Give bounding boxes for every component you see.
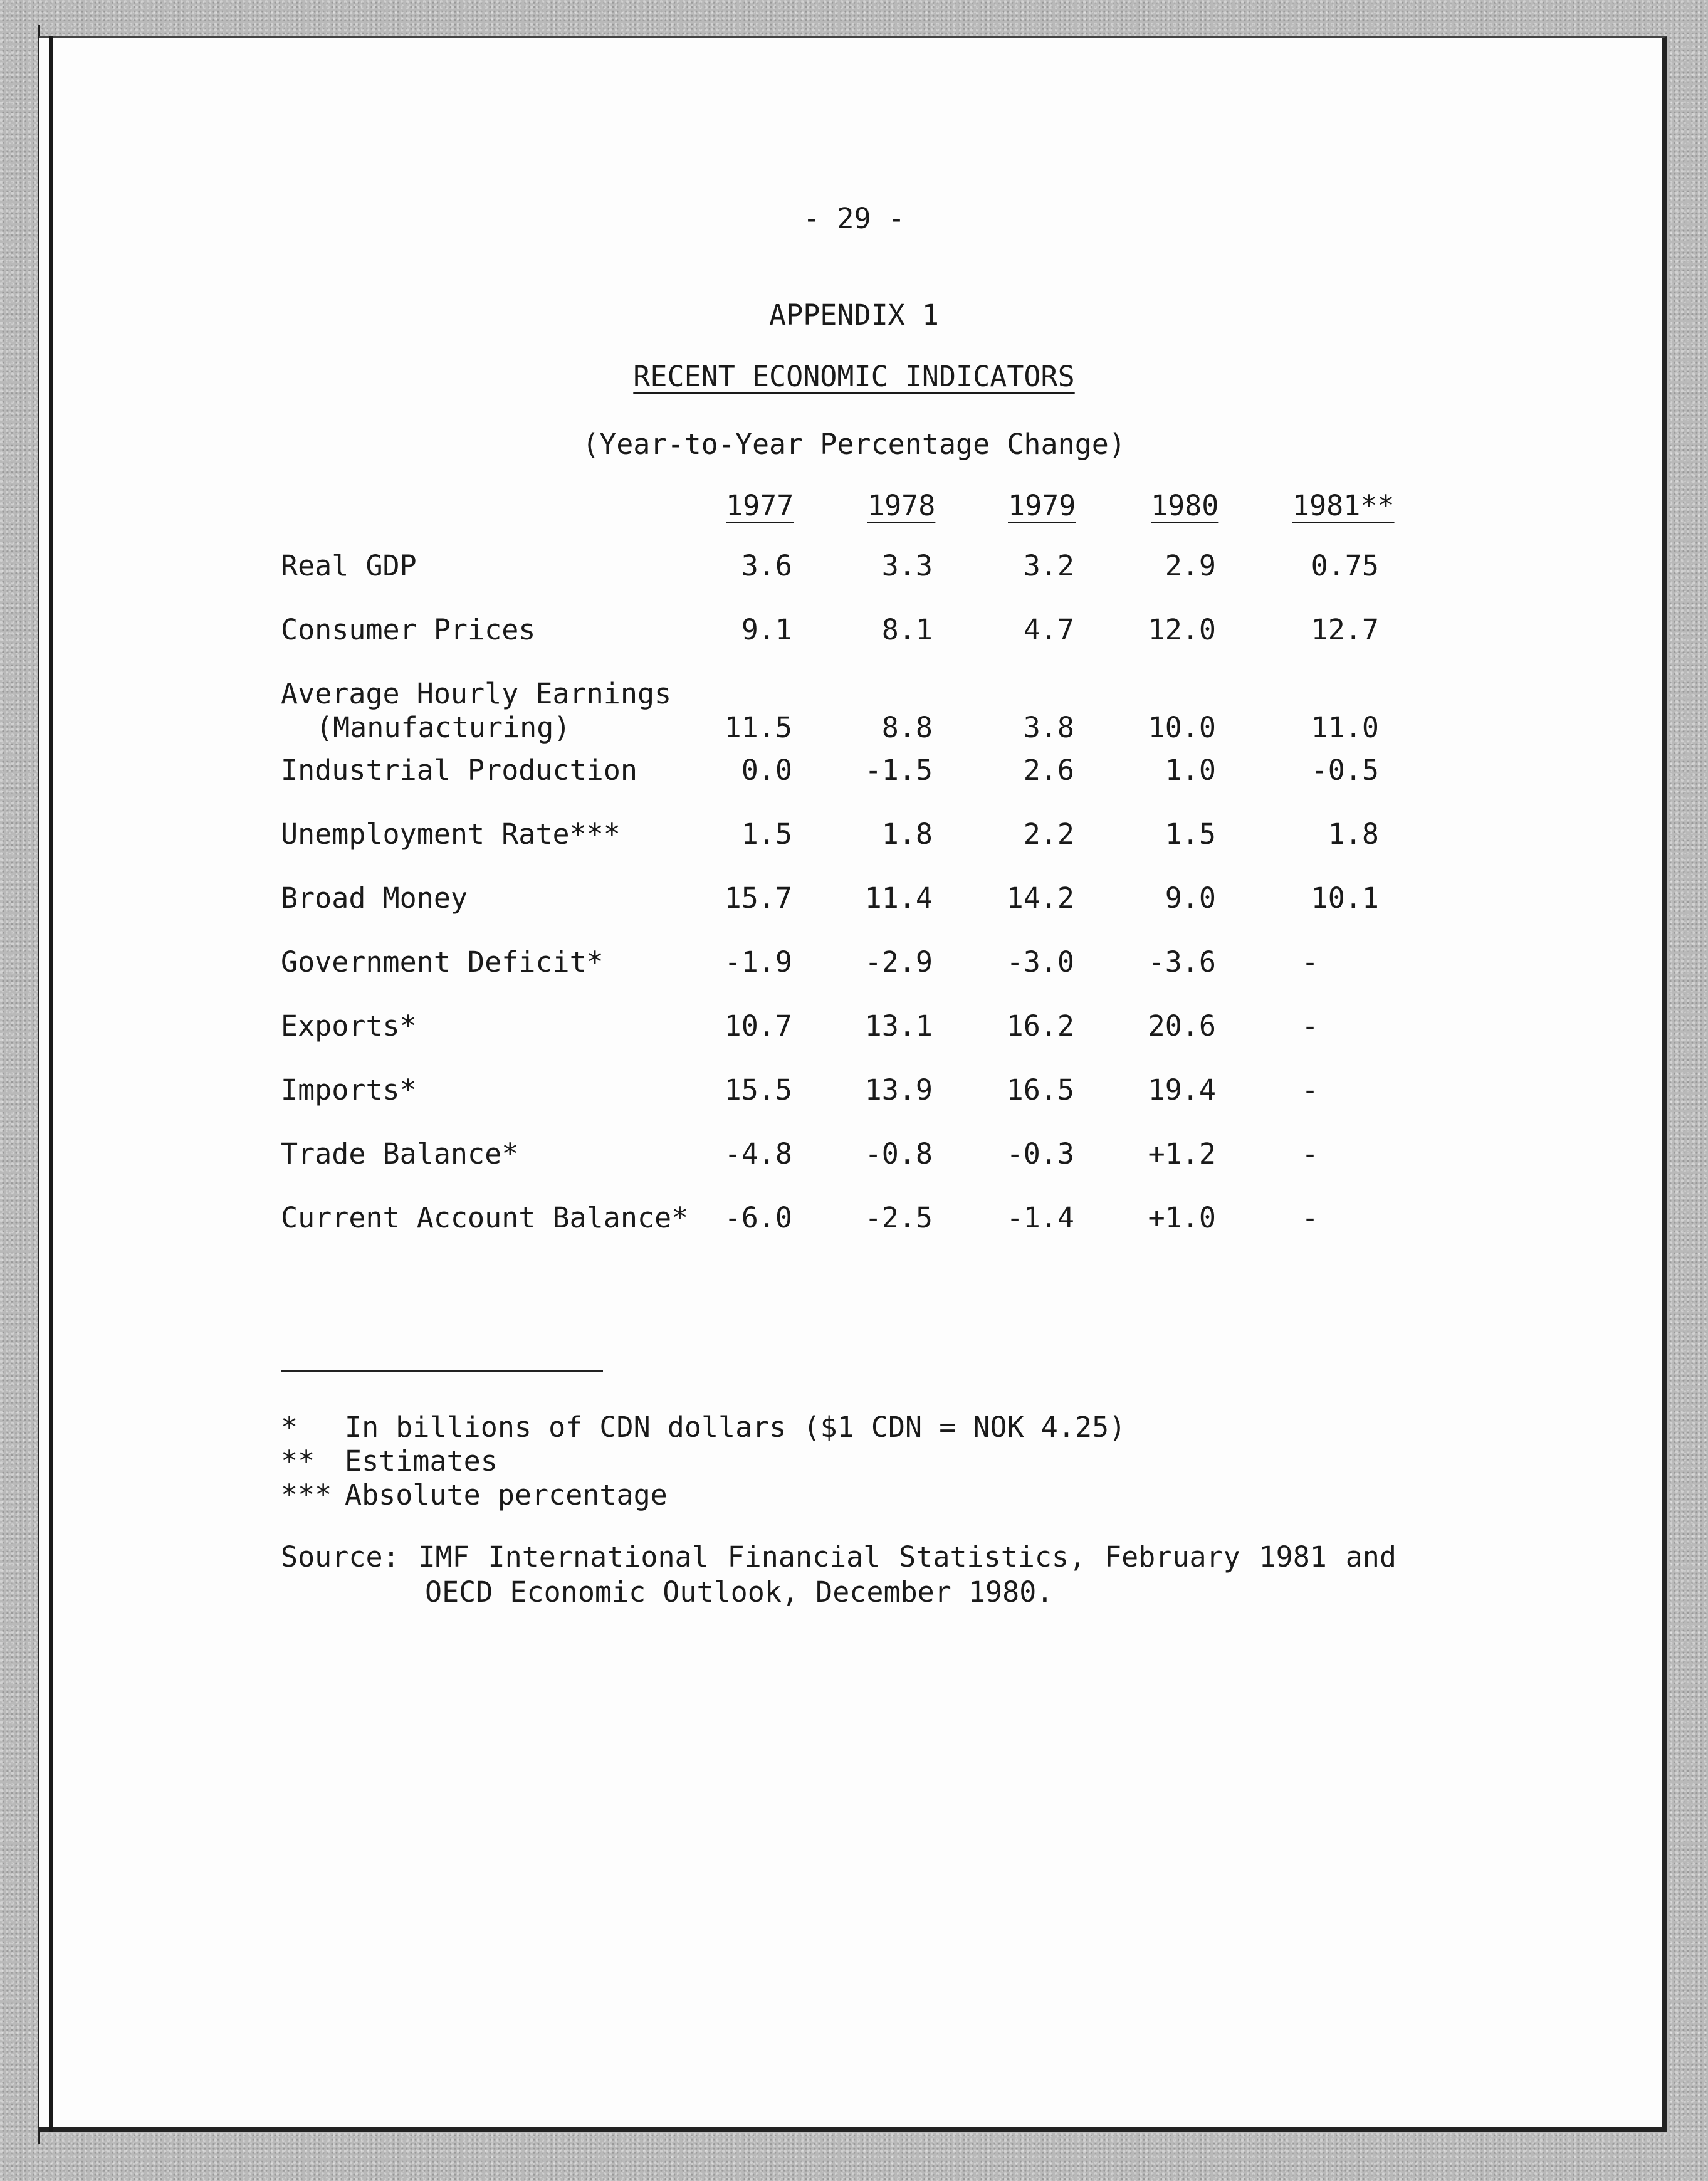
table-cell: 3.8: [1023, 711, 1074, 744]
footnote-text: Absolute percentage: [345, 1478, 668, 1511]
table-cell: 3.3: [881, 549, 933, 582]
row-label: [281, 1073, 417, 1107]
source-word: Financial: [727, 1540, 881, 1574]
table-cell: -3.6: [1148, 945, 1216, 979]
footnote-mark: ***: [281, 1478, 332, 1511]
source-word: and: [1345, 1540, 1396, 1574]
row-label: [281, 1009, 417, 1043]
table-cell: 10.0: [1148, 711, 1216, 744]
binding-rule: [49, 36, 53, 2132]
table-cell: -1.5: [864, 754, 933, 787]
table-cell: -: [1301, 945, 1319, 979]
table-cell: 8.8: [881, 711, 933, 744]
table-cell: -6.0: [724, 1201, 792, 1234]
table-cell: 8.1: [881, 613, 933, 646]
table-cell: 10.1: [1311, 881, 1379, 915]
footnote-item: [281, 1444, 1126, 1478]
table-cell: 12.0: [1148, 613, 1216, 646]
table-cell: 9.0: [1165, 881, 1216, 915]
row-label-line: Average Hourly Earnings: [281, 677, 672, 710]
table-cell: 20.6: [1148, 1009, 1216, 1043]
table-cell: 0.75: [1311, 549, 1379, 582]
row-label-line: (Manufacturing): [316, 711, 571, 744]
table-cell: 9.1: [741, 613, 792, 646]
row-label: [281, 613, 535, 647]
table-cell: 15.5: [724, 1073, 792, 1106]
table-cell: 11.0: [1311, 711, 1379, 744]
row-label-line: Government Deficit*: [281, 945, 604, 979]
row-label-line: Real GDP: [281, 549, 417, 582]
table-cell: -2.5: [864, 1201, 933, 1234]
table-cell: 10.7: [724, 1009, 792, 1043]
row-label: [281, 1137, 518, 1171]
footnotes: [281, 1411, 1126, 1512]
table-cell: -0.8: [864, 1137, 933, 1170]
column-header-2: 1979: [1008, 489, 1076, 522]
row-label: [281, 549, 417, 583]
row-label-line: Trade Balance*: [281, 1137, 519, 1170]
footnote-item: [281, 1411, 1126, 1444]
table-cell: -: [1301, 1073, 1319, 1106]
source-line-2: OECD Economic Outlook, December 1980.: [425, 1575, 1054, 1609]
row-label-line: Imports*: [281, 1073, 417, 1106]
column-header-0: 1977: [726, 489, 794, 522]
table-cell: 12.7: [1311, 613, 1379, 646]
row-label: [281, 945, 604, 979]
page-subtitle: (Year-to-Year Percentage Change): [582, 428, 1126, 461]
table-cell: -3.0: [1006, 945, 1074, 979]
source-line-1: [281, 1540, 1396, 1575]
source-label: Source:: [281, 1540, 400, 1574]
table-cell: -: [1301, 1201, 1319, 1234]
column-header-4: 1981**: [1292, 489, 1395, 522]
table-cell: 11.4: [864, 881, 933, 915]
row-label-line: Current Account Balance*: [281, 1201, 689, 1234]
source-word: International: [488, 1540, 709, 1574]
column-header-1: 1978: [867, 489, 936, 522]
footnote-text: Estimates: [345, 1444, 498, 1478]
table-cell: 15.7: [724, 881, 792, 915]
column-header-3: 1980: [1151, 489, 1219, 522]
table-cell: -0.5: [1311, 754, 1379, 787]
table-cell: 2.2: [1023, 817, 1074, 851]
row-label: [281, 881, 468, 915]
table-cell: -4.8: [724, 1137, 792, 1170]
row-label-line: Broad Money: [281, 881, 468, 915]
table-cell: -: [1301, 1009, 1319, 1043]
table-cell: -1.9: [724, 945, 792, 979]
table-cell: 4.7: [1023, 613, 1074, 646]
source-word: Statistics,: [899, 1540, 1086, 1574]
footnote-text: In billions of CDN dollars ($1 CDN = NOK 4.25): [345, 1411, 1126, 1444]
table-cell: 14.2: [1006, 881, 1074, 915]
table-cell: 1.5: [1165, 817, 1216, 851]
table-cell: 0.0: [741, 754, 792, 787]
row-label-line: Industrial Production: [281, 754, 637, 787]
table-cell: 16.2: [1006, 1009, 1074, 1043]
table-cell: +1.0: [1148, 1201, 1216, 1234]
table-cell: 11.5: [724, 711, 792, 744]
table-cell: 1.8: [881, 817, 933, 851]
title-text: RECENT ECONOMIC INDICATORS: [633, 360, 1075, 393]
table-cell: -1.4: [1006, 1201, 1074, 1234]
footnote-mark: *: [281, 1411, 298, 1444]
table-cell: +1.2: [1148, 1137, 1216, 1170]
source-note: [281, 1540, 1396, 1610]
table-cell: -2.9: [864, 945, 933, 979]
row-label-line: Unemployment Rate***: [281, 817, 621, 851]
appendix-heading: APPENDIX 1: [769, 298, 939, 332]
table-cell: 13.9: [864, 1073, 933, 1106]
row-label-line: Consumer Prices: [281, 613, 536, 646]
table-cell: 1.8: [1328, 817, 1379, 851]
table-cell: 2.9: [1165, 549, 1216, 582]
row-label-line: Exports*: [281, 1009, 417, 1043]
footnote-mark: **: [281, 1444, 315, 1478]
footnote-item: [281, 1478, 1126, 1512]
table-cell: -0.3: [1006, 1137, 1074, 1170]
row-label: [281, 1201, 688, 1235]
table-cell: 2.6: [1023, 754, 1074, 787]
table-cell: 19.4: [1148, 1073, 1216, 1106]
table-cell: 16.5: [1006, 1073, 1074, 1106]
page-number: - 29 -: [803, 202, 905, 235]
table-cell: 3.6: [741, 549, 792, 582]
source-word: IMF: [418, 1540, 469, 1574]
source-word: 1981: [1259, 1540, 1327, 1574]
table-cell: -: [1301, 1137, 1319, 1170]
table-cell: 3.2: [1023, 549, 1074, 582]
page-title: [0, 360, 1708, 394]
table-cell: 1.5: [741, 817, 792, 851]
row-label: [281, 754, 637, 787]
footnote-divider: [281, 1370, 603, 1372]
source-word: February: [1104, 1540, 1240, 1574]
row-label: [281, 817, 621, 851]
row-label: [281, 677, 671, 745]
table-cell: 1.0: [1165, 754, 1216, 787]
table-cell: 13.1: [864, 1009, 933, 1043]
